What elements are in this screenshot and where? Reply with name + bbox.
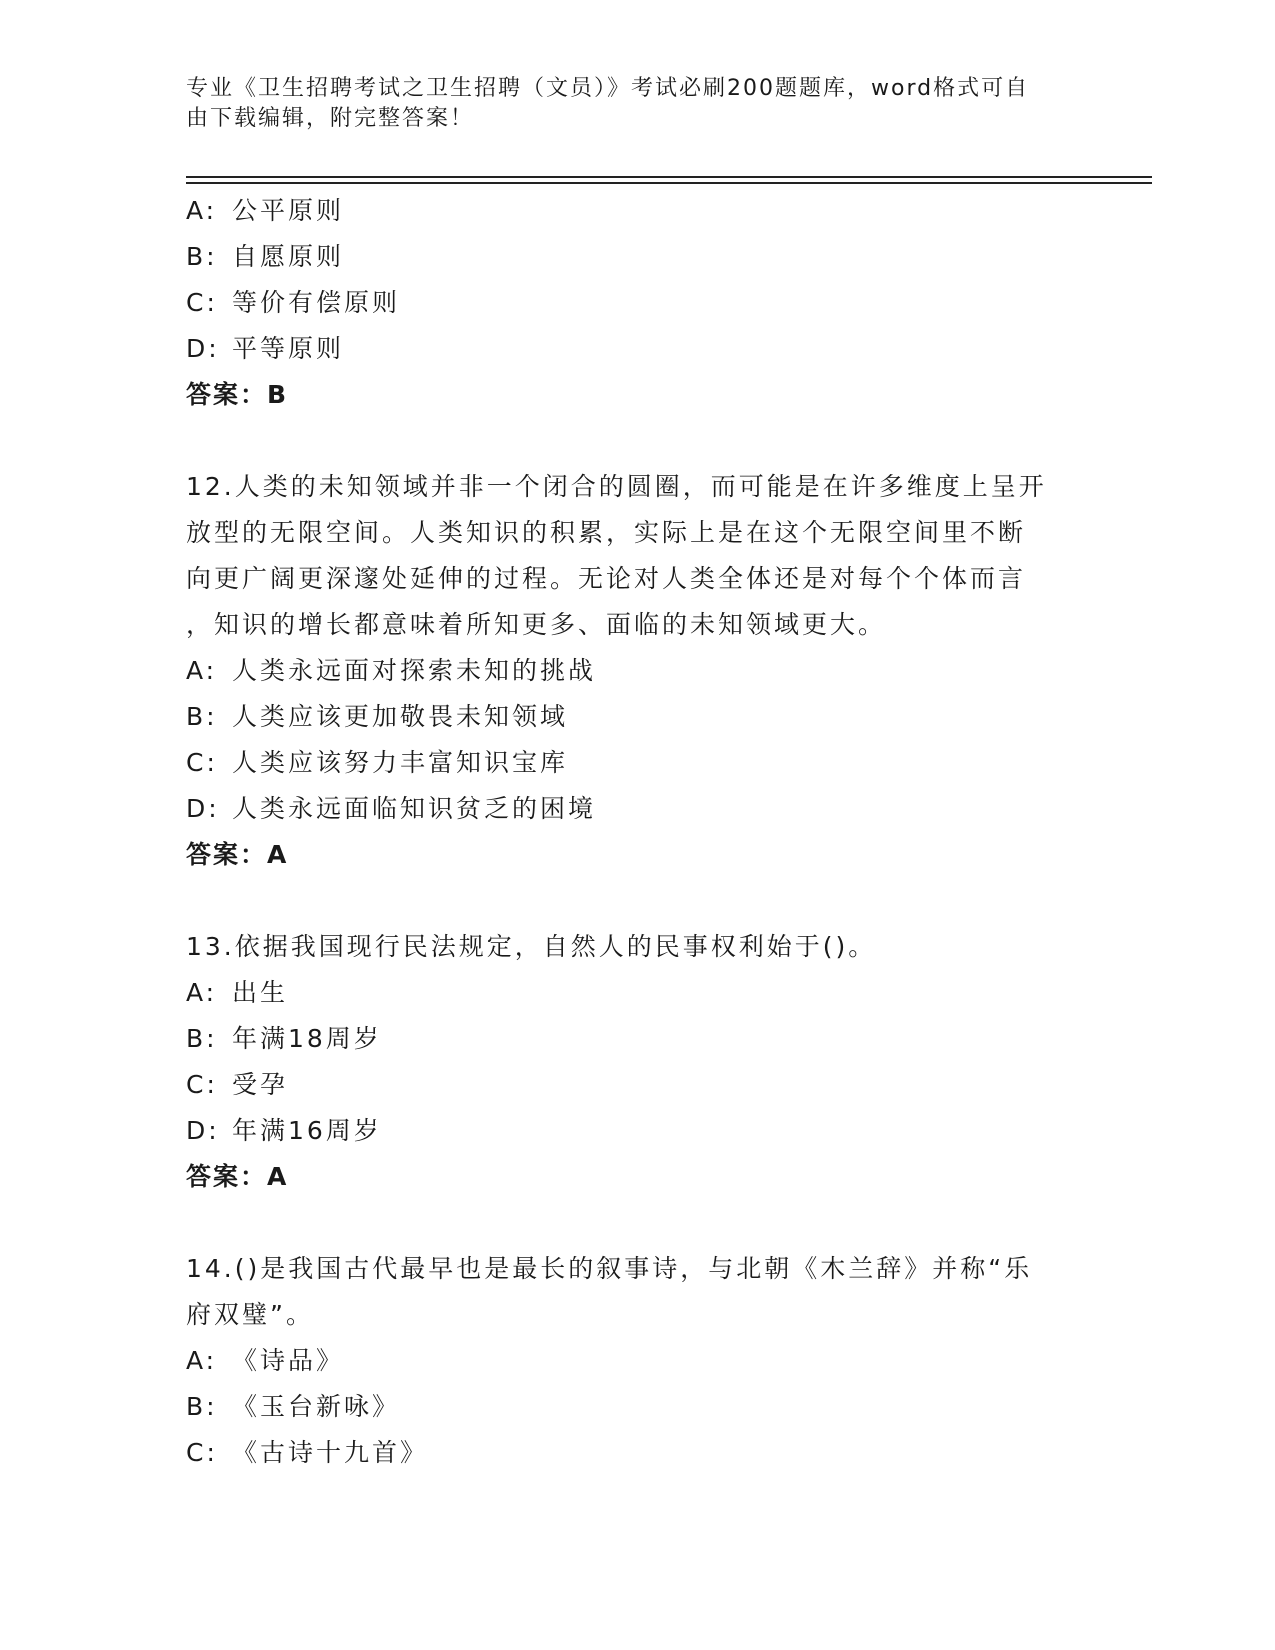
question-13-block	[186, 924, 1086, 1200]
option-b	[186, 694, 1086, 740]
option-d	[186, 1108, 1086, 1154]
question-stem-line: 13.依据我国现行民法规定，自然人的民事权利始于()。	[186, 932, 877, 961]
header-divider-bottom	[186, 182, 1152, 184]
option-text: 自愿原则	[232, 242, 345, 271]
option-text: 人类应该努力丰富知识宝库	[232, 748, 569, 777]
option-a	[186, 1338, 1086, 1384]
option-text: 《诗品》	[232, 1346, 345, 1375]
option-a	[186, 188, 1086, 234]
option-text: 人类永远面临知识贫乏的困境	[232, 794, 597, 823]
question-stem-line: 放型的无限空间。人类知识的积累，实际上是在这个无限空间里不断	[186, 518, 1027, 547]
option-d	[186, 326, 1086, 372]
header-divider-top	[186, 176, 1152, 178]
option-label: D:	[186, 334, 220, 363]
option-b	[186, 234, 1086, 280]
answer-line: 答案：A	[186, 1162, 289, 1191]
option-c	[186, 1062, 1086, 1108]
option-label: A:	[186, 656, 218, 685]
option-label: C:	[186, 288, 218, 317]
question-12-block	[186, 464, 1086, 878]
option-text: 受孕	[232, 1070, 289, 1099]
question-stem-line: 14.()是我国古代最早也是最长的叙事诗，与北朝《木兰辞》并称“乐	[186, 1254, 1033, 1283]
question-stem-line: 府双璧”。	[186, 1300, 314, 1329]
option-a	[186, 970, 1086, 1016]
option-label: A:	[186, 978, 218, 1007]
option-label: A:	[186, 196, 218, 225]
option-text: 出生	[232, 978, 289, 1007]
option-label: B:	[186, 1024, 218, 1053]
option-d	[186, 786, 1086, 832]
header-line-2: 由下载编辑，附完整答案！	[186, 106, 475, 131]
option-b	[186, 1384, 1086, 1430]
option-label: D:	[186, 1116, 220, 1145]
option-text: 年满16周岁	[232, 1116, 382, 1145]
answer-line: 答案：B	[186, 380, 289, 409]
question-stem-line: ，知识的增长都意味着所知更多、面临的未知领域更大。	[186, 610, 887, 639]
option-label: B:	[186, 242, 218, 271]
option-label: C:	[186, 748, 218, 777]
option-text: 人类永远面对探索未知的挑战	[232, 656, 597, 685]
option-text: 《玉台新咏》	[232, 1392, 401, 1421]
question-14-block	[186, 1246, 1086, 1476]
option-b	[186, 1016, 1086, 1062]
option-label: C:	[186, 1438, 218, 1467]
option-label: A:	[186, 1346, 218, 1375]
option-text: 公平原则	[232, 196, 345, 225]
option-label: C:	[186, 1070, 218, 1099]
option-text: 平等原则	[232, 334, 345, 363]
document-body	[186, 188, 1086, 1476]
option-text: 人类应该更加敬畏未知领域	[232, 702, 569, 731]
question-stem-line: 12.人类的未知领域并非一个闭合的圆圈，而可能是在许多维度上呈开	[186, 472, 1047, 501]
option-a	[186, 648, 1086, 694]
option-label: B:	[186, 1392, 218, 1421]
option-c	[186, 740, 1086, 786]
question-stem-line: 向更广阔更深邃处延伸的过程。无论对人类全体还是对每个个体而言	[186, 564, 1027, 593]
question-11-block	[186, 188, 1086, 418]
option-text: 《古诗十九首》	[232, 1438, 429, 1467]
option-c	[186, 1430, 1086, 1476]
option-text: 等价有偿原则	[232, 288, 401, 317]
option-c	[186, 280, 1086, 326]
document-header	[186, 74, 1066, 134]
option-label: B:	[186, 702, 218, 731]
option-label: D:	[186, 794, 220, 823]
header-line-1: 专业《卫生招聘考试之卫生招聘（文员）》考试必刷200题题库，word格式可自	[186, 76, 1030, 101]
option-text: 年满18周岁	[232, 1024, 382, 1053]
answer-line: 答案：A	[186, 840, 289, 869]
